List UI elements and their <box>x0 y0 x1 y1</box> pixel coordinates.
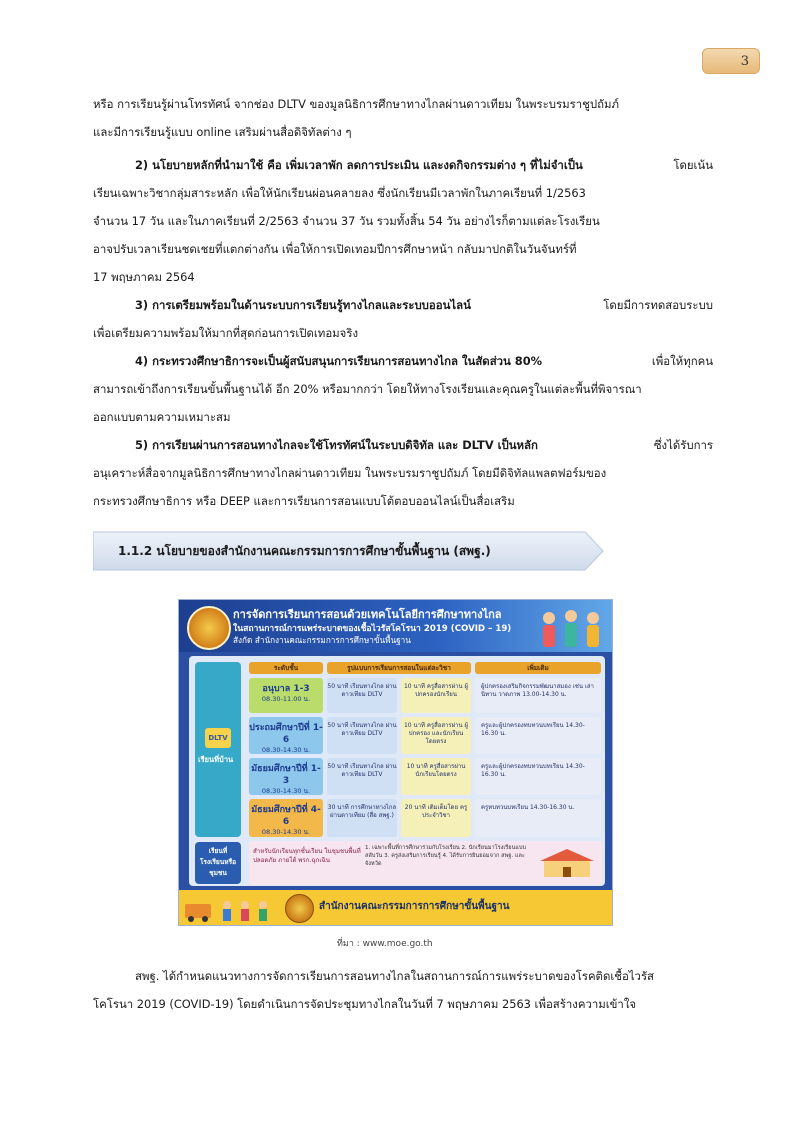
section-heading: 1.1.2 นโยบายของสำนักงานคณะกรรมการการศึกษาขั้นพื้นฐาน (สพฐ.) <box>118 544 491 558</box>
text-line: กระทรวงศึกษาธิการ หรือ DEEP และการเรียนการสอนแบบโต้ตอบออนไลน์เป็นสื่อเสริม <box>93 494 515 508</box>
school-learning-panel <box>195 842 241 884</box>
level-time: 08.30-14.30 น. <box>261 746 311 754</box>
row-level <box>249 717 323 754</box>
top-paragraph <box>93 90 713 146</box>
policy-5 <box>93 431 713 515</box>
school-bus-icon <box>183 896 279 922</box>
text-line: 17 พฤษภาคม 2564 <box>93 270 195 284</box>
school-label: เรียนที่โรงเรียนหรือชุมชน <box>199 847 237 877</box>
policy-2-title-line <box>93 151 713 179</box>
dltv-tv-icon: DLTV <box>205 728 231 748</box>
obec-seal-icon <box>187 606 231 650</box>
text-line: อาจปรับเวลาเรียนชดเชยที่แตกต่างกัน เพื่อให้การเปิดเทอมปีการศึกษาหน้า กลับมาปกติในวันจันทร์ที่ <box>93 242 577 256</box>
row-c3: ครูและผู้ปกครองทบทวนบทเรียน 14.30-16.30 น. <box>475 758 601 795</box>
text-line: หรือ การเรียนรู้ผ่านโทรทัศน์ จากช่อง DLTV ของมูลนิธิการศึกษาทางไกลผ่านดาวเทียม ในพระบรมราชูปถัมภ์ <box>93 97 619 111</box>
school-row <box>249 841 602 885</box>
section-heading-bar <box>93 530 605 572</box>
infographic-image <box>178 599 613 926</box>
text-line: เรียนเฉพาะวิชากลุ่มสาระหลัก เพื่อให้นักเรียนผ่อนคลายลง ซึ่งนักเรียนมีเวลาพักในภาคเรียนที่ 1/2563 <box>93 186 586 200</box>
page-number: 3 <box>702 48 760 74</box>
policy-4-title-tail: เพื่อให้ทุกคน <box>651 354 713 368</box>
row-c1: 50 นาที เรียนทางไกล ผ่านดาวเทียม DLTV <box>327 717 397 754</box>
level-time: 08.30-14.30 น. <box>261 828 311 836</box>
policy-4 <box>93 347 713 431</box>
row-level <box>249 799 323 837</box>
school-note: สำหรับนักเรียนทุกชั้นเรียน ในชุมชนพื้นที่ปลอดภัย ภายใต้ พรก.ฉุกเฉิน <box>253 848 361 864</box>
image-caption: ที่มา : www.moe.go.th <box>337 939 433 949</box>
policy-4-title-line <box>93 347 713 375</box>
school-building-icon <box>538 847 596 879</box>
infographic-subtitle: ในสถานการณ์การแพร่ระบาดของเชื้อไวรัสโคโรนา 2019 (COVID – 19) <box>233 624 512 634</box>
policy-3-title-tail: โดยมีการทดสอบระบบ <box>603 298 713 312</box>
level-name: มัธยมศึกษาปีที่ 4-6 <box>251 805 321 827</box>
home-learning-panel <box>195 662 241 837</box>
policy-2-title: 2) นโยบายหลักที่นำมาใช้ คือ เพิ่มเวลาพัก ลดการประเมิน และงดกิจกรรมต่าง ๆ ที่ไม่จำเป็น <box>135 158 583 172</box>
row-level <box>249 758 323 795</box>
row-c3: ครูทบทวนบทเรียน 14.30-16.30 น. <box>475 799 601 837</box>
text-line: สพฐ. ได้กำหนดแนวทางการจัดการเรียนการสอนทางไกลในสถานการณ์การแพร่ระบาดของโรคติดเชื้อไวรัส <box>135 969 655 983</box>
text-line: จำนวน 17 วัน และในภาคเรียนที่ 2/2563 จำนวน 37 วัน รวมทั้งสิ้น 54 วัน อย่างไรก็ตามแต่ละโรงเรียน <box>93 214 600 228</box>
policy-4-title: 4) กระทรวงศึกษาธิการจะเป็นผู้สนับสนุนการเรียนการสอนทางไกล ในสัดส่วน 80% <box>135 354 543 368</box>
policy-3-title-line <box>93 291 713 319</box>
col-header-format: รูปแบบการเรียนการสอนในแต่ละวิชา <box>327 662 471 674</box>
text-line: อนุเคราะห์สื่อจากมูลนิธิการศึกษาทางไกลผ่านดาวเทียม ในพระบรมราชูปถัมภ์ โดยมีดิจิทัลแพลตฟอร์มของ <box>93 466 607 480</box>
policy-5-title-tail: ซึ่งได้รับการ <box>653 438 713 452</box>
row-c2: 10 นาที ครูสื่อสารผ่าน นักเรียนโดยตรง <box>401 758 471 795</box>
row-c2: 20 นาที เติมเต็มโดย ครูประจำวิชา <box>401 799 471 837</box>
row-c1: 30 นาที การศึกษาทางไกล ผ่านดาวเทียม (สื่อ สพฐ.) <box>327 799 397 837</box>
row-c3: ครูและผู้ปกครองทบทวนบทเรียน 14.30-16.30 น. <box>475 717 601 754</box>
footer-org: สำนักงานคณะกรรมการการศึกษาขั้นพื้นฐาน <box>319 901 510 912</box>
bottom-paragraph <box>93 962 713 1018</box>
level-name: ประถมศึกษาปีที่ 1-6 <box>249 723 323 745</box>
row-c2: 10 นาที ครูสื่อสารผ่าน ผู้ปกครอง และนักเรียนโดยตรง <box>401 717 471 754</box>
obec-footer-seal-icon <box>285 894 314 923</box>
home-label: เรียนที่บ้าน <box>198 755 234 764</box>
infographic-org-line: สังกัด สำนักงานคณะกรรมการการศึกษาขั้นพื้นฐาน <box>233 635 411 645</box>
policy-5-title: 5) การเรียนผ่านการสอนทางไกลจะใช้โทรทัศน์ในระบบดิจิทัล และ DLTV เป็นหลัก <box>135 438 538 452</box>
policy-3 <box>93 291 713 347</box>
row-level <box>249 678 323 713</box>
policy-2-title-tail: โดยเน้น <box>673 158 713 172</box>
row-c1: 50 นาที เรียนทางไกล ผ่านดาวเทียม DLTV <box>327 678 397 713</box>
row-c2: 10 นาที ครูสื่อสารผ่าน ผู้ปกครองนักเรียน <box>401 678 471 713</box>
policy-2 <box>93 151 713 291</box>
infographic-title: การจัดการเรียนการสอนด้วยเทคโนโลยีการศึกษาทางไกล <box>233 608 502 621</box>
text-line: และมีการเรียนรู้แบบ online เสริมผ่านสื่อดิจิทัลต่าง ๆ <box>93 125 352 139</box>
col-header-level: ระดับชั้น <box>249 662 323 674</box>
kids-illustration-icon <box>535 606 607 650</box>
col-header-extra: เพิ่มเติม <box>475 662 601 674</box>
level-time: 08.30-14.30 น. <box>261 787 311 795</box>
text-line: ออกแบบตามความเหมาะสม <box>93 410 231 424</box>
text-line: โคโรนา 2019 (COVID-19) โดยดำเนินการจัดประชุมทางไกลในวันที่ 7 พฤษภาคม 2563 เพื่อสร้างความเข้าใจ <box>93 997 637 1011</box>
infographic-header <box>179 600 612 652</box>
row-c3: ผู้ปกครองเสริมกิจกรรมพัฒนาสมอง เช่น เล่านิทาน วาดภาพ 13.00-14.30 น. <box>475 678 601 713</box>
level-name: มัธยมศึกษาปีที่ 1-3 <box>251 764 321 786</box>
text-line: สามารถเข้าถึงการเรียนขั้นพื้นฐานได้ อีก 20% หรือมากกว่า โดยให้ทางโรงเรียนและคุณครูในแต่ละพื้นที่พิจารณา <box>93 382 642 396</box>
infographic-footer <box>179 890 612 925</box>
level-time: 08.30-11.00 น. <box>261 695 311 703</box>
policy-3-title: 3) การเตรียมพร้อมในด้านระบบการเรียนรู้ทางไกลและระบบออนไลน์ <box>135 298 471 312</box>
policy-5-title-line <box>93 431 713 459</box>
school-rules: 1. เฉพาะพื้นที่การศึกษาร่วมกับโรงเรียน 2. นักเรียนมาโรงเรียนแบบสลับวัน 3. ครูส่งเสริมการเรียนรู้ 4. ได้รับการยินยอมจาก สพฐ. และจังหวัด <box>365 845 527 867</box>
text-line: เพื่อเตรียมความพร้อมให้มากที่สุดก่อนการเปิดเทอมจริง <box>93 326 359 340</box>
row-c1: 50 นาที เรียนทางไกล ผ่านดาวเทียม DLTV <box>327 758 397 795</box>
level-name: อนุบาล 1-3 <box>262 684 310 694</box>
